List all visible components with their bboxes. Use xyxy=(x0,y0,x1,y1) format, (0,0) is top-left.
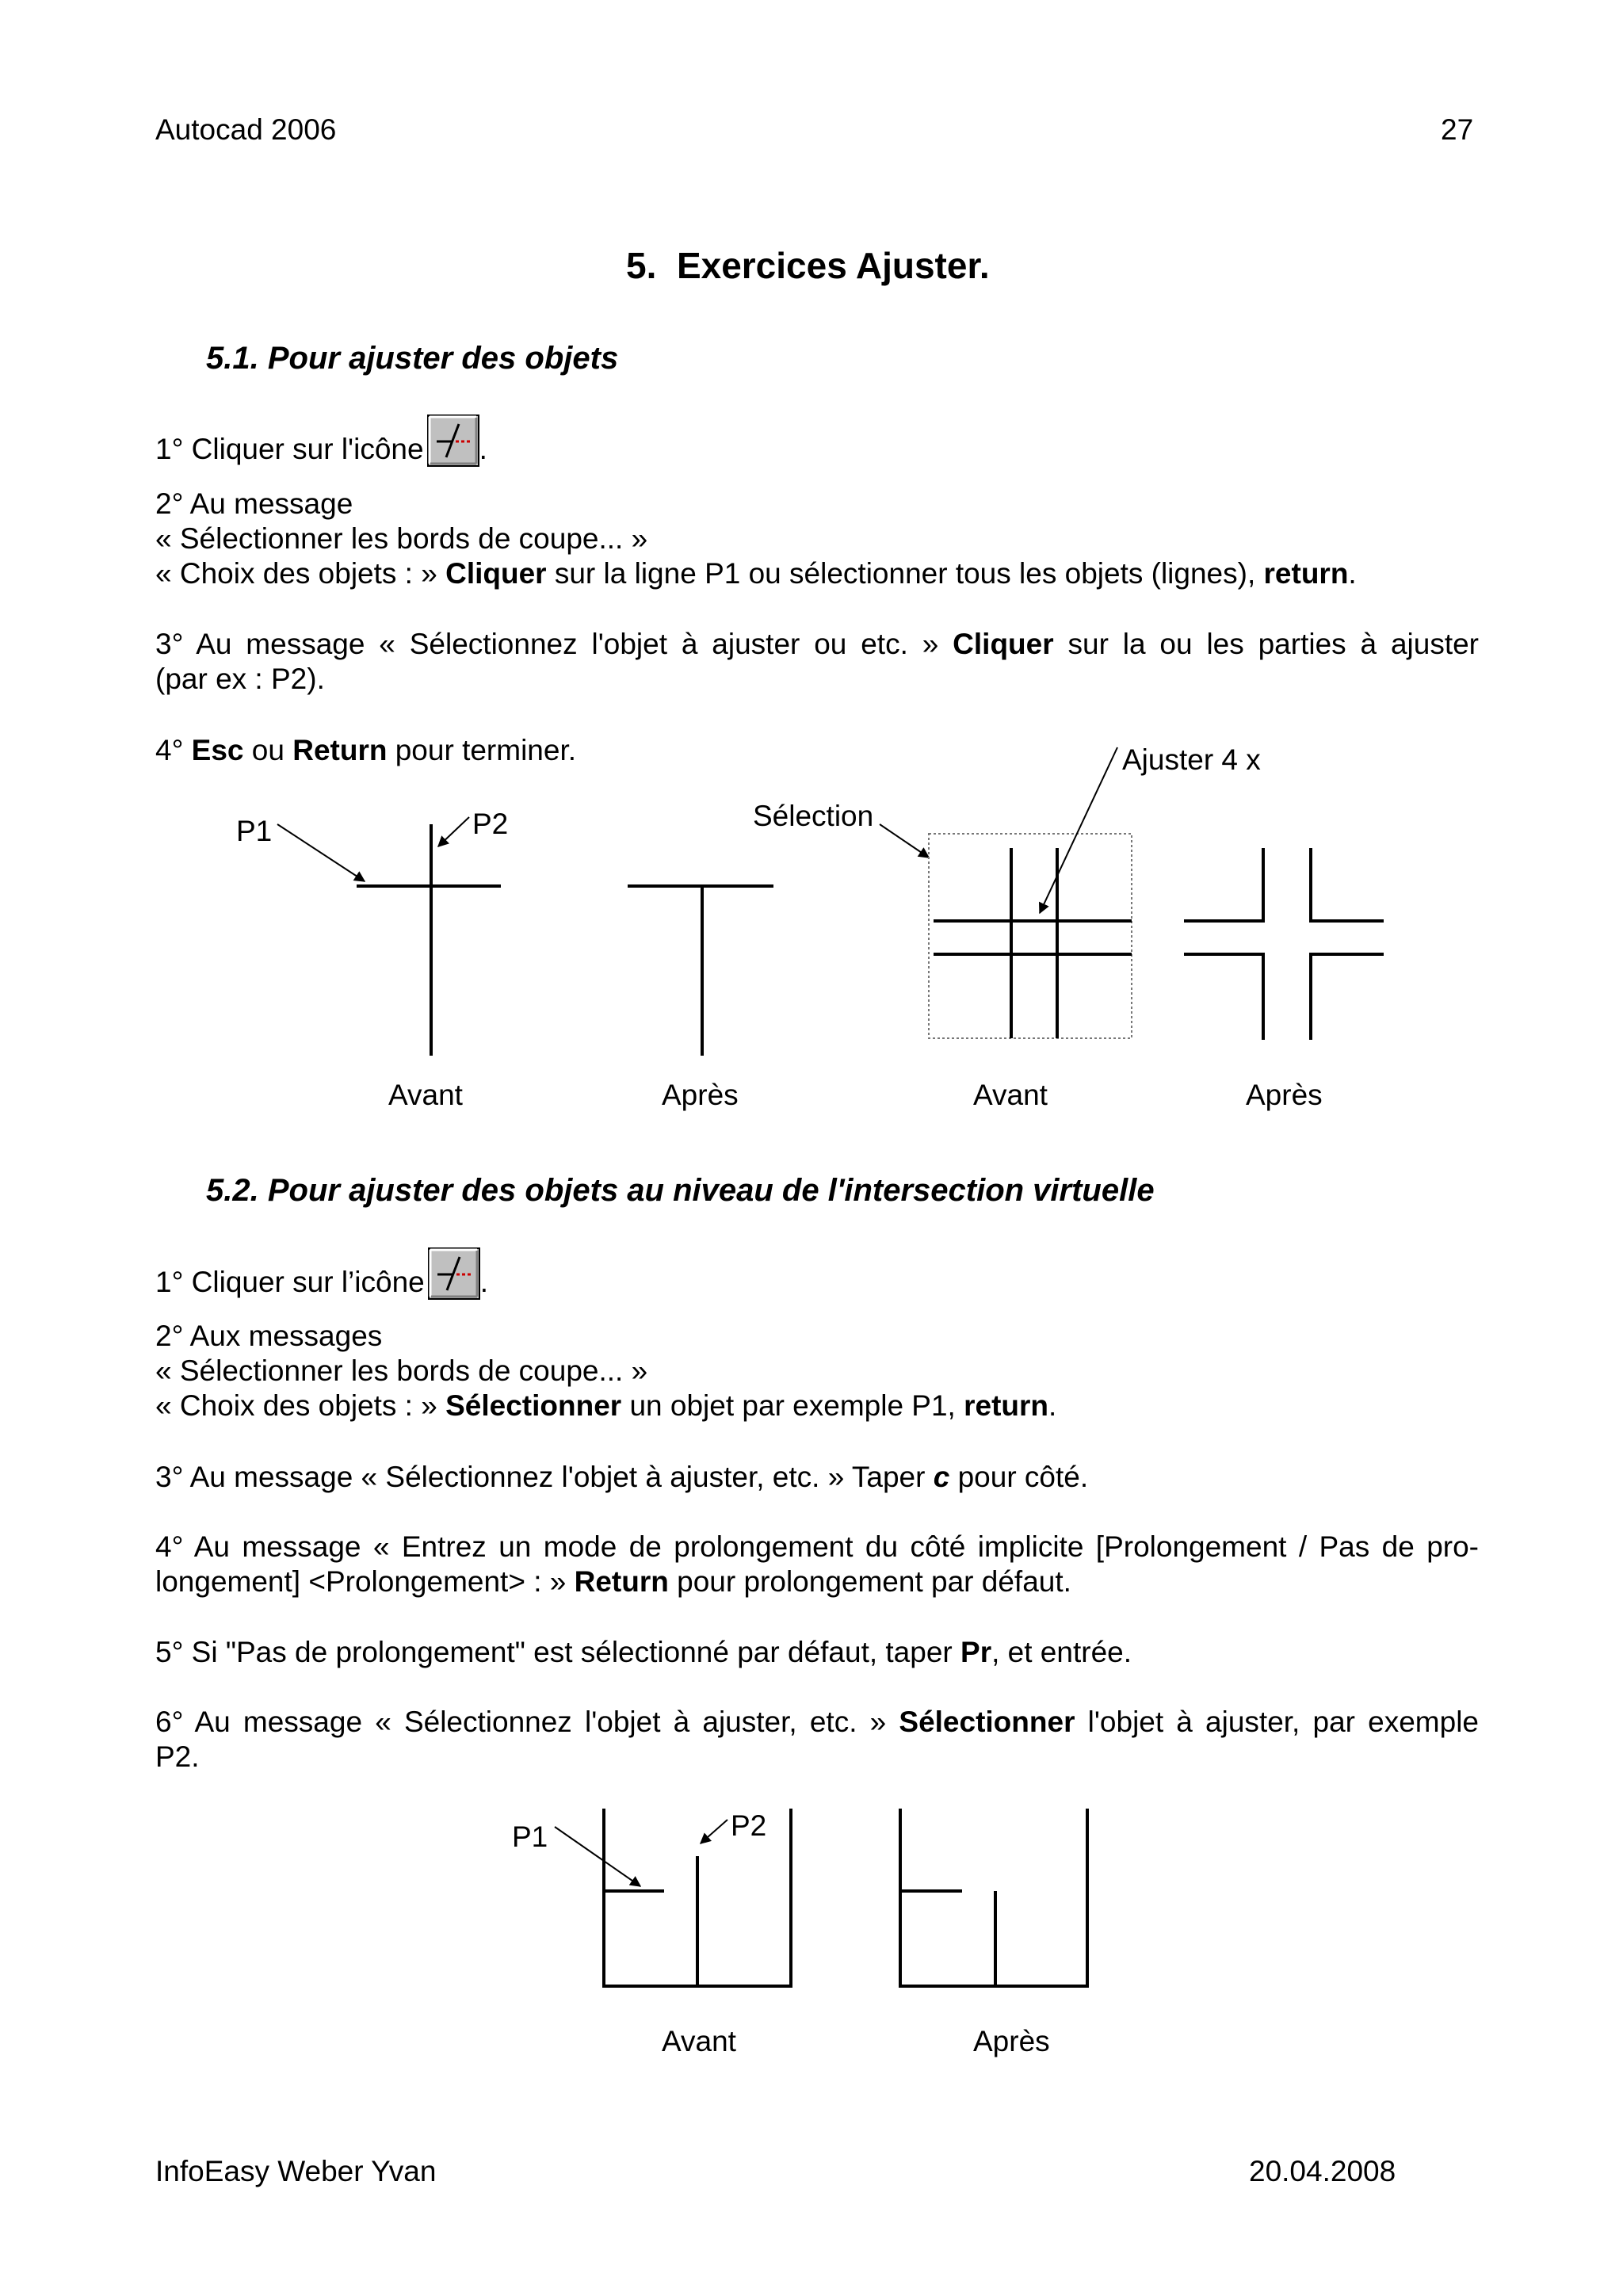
section-number: 5.2. xyxy=(206,1173,259,1208)
bold-run: Return xyxy=(292,734,388,766)
text-run: pour prolongement par défaut. xyxy=(668,1565,1071,1598)
bold-run: Pr xyxy=(960,1636,992,1668)
text-run: 6° Au message « Sélectionnez l'objet à ajuster, etc. » xyxy=(155,1706,899,1738)
s2-step2-line2: « Sélectionner les bords de coupe... » xyxy=(155,1354,648,1387)
text-run: , et entrée. xyxy=(991,1636,1132,1668)
arrow-p1 xyxy=(555,1827,640,1886)
s1-step1-after: . xyxy=(479,433,487,465)
label-p1: P1 xyxy=(512,1820,548,1853)
s1-step3-line2: (par ex : P2). xyxy=(155,663,325,695)
text-run: 5° Si "Pas de prolongement" est sélectionné par défaut, taper xyxy=(155,1636,961,1668)
text-run: « Choix des objets : » xyxy=(155,1389,446,1422)
s2-step6-line2: P2. xyxy=(155,1740,200,1773)
s2-step1-after: . xyxy=(479,1266,489,1298)
text-run: un objet par exemple P1, xyxy=(621,1389,964,1422)
s1-step2-line2: « Sélectionner les bords de coupe... » xyxy=(155,522,648,555)
label-p1: P1 xyxy=(236,815,273,847)
s1-step1-text: 1° Cliquer sur l'icône xyxy=(155,433,424,465)
text-run: l'objet à ajuster, par exemple xyxy=(1075,1706,1479,1738)
text-run: « Choix des objets : » xyxy=(155,557,446,590)
s2-step4-line1: 4° Au message « Entrez un mode de prolongement du côté implicite [Prolongement / Pas de pro- xyxy=(155,1530,1479,1563)
bold-run: Cliquer xyxy=(445,557,547,590)
bold-run: return xyxy=(1263,557,1349,590)
bold-run: Return xyxy=(574,1565,669,1598)
page-number: 27 xyxy=(1441,113,1474,146)
label-p2: P2 xyxy=(472,808,509,840)
section-title: Pour ajuster des objets au niveau de l'intersection virtuelle xyxy=(267,1173,1155,1208)
label-ajuster: Ajuster 4 x xyxy=(1122,743,1261,776)
section-title: Pour ajuster des objets xyxy=(267,341,619,376)
caption-avant-2: Avant xyxy=(973,1079,1048,1111)
text-run: 3° Au message « Sélectionnez l'objet à ajuster, etc. » Taper xyxy=(155,1461,934,1493)
text-run: longement] <Prolongement> : » xyxy=(155,1565,575,1598)
text-run: . xyxy=(1048,1389,1057,1422)
text-run: pour côté. xyxy=(949,1461,1089,1493)
arrow-p2 xyxy=(701,1820,727,1843)
bold-italic-run: c xyxy=(933,1461,950,1493)
header-left: Autocad 2006 xyxy=(155,113,337,146)
bold-run: Sélectionner xyxy=(899,1706,1075,1738)
label-p2: P2 xyxy=(731,1809,767,1842)
caption-apres: Après xyxy=(973,2025,1050,2057)
text-run: ou xyxy=(243,734,293,766)
bold-run: Cliquer xyxy=(953,628,1054,660)
footer-left: InfoEasy Weber Yvan xyxy=(155,2155,437,2187)
chapter-number: 5. xyxy=(626,245,657,286)
text-run: sur la ou les parties à ajuster xyxy=(1053,628,1480,660)
text-run: 3° Au message « Sélectionnez l'objet à ajuster ou etc. » xyxy=(155,628,953,660)
bold-run: return xyxy=(964,1389,1049,1422)
footer-date: 20.04.2008 xyxy=(1249,2155,1396,2187)
bold-run: Sélectionner xyxy=(445,1389,622,1422)
caption-avant: Avant xyxy=(388,1079,463,1111)
s2-step2-line1: 2° Aux messages xyxy=(155,1320,383,1352)
caption-avant: Avant xyxy=(662,2025,736,2057)
section-number: 5.1. xyxy=(206,341,259,376)
text-run: sur la ligne P1 ou sélectionner tous les objets (lignes), xyxy=(546,557,1264,590)
apres-u-shape xyxy=(900,1809,1087,1986)
bold-run: Esc xyxy=(191,734,244,766)
caption-apres-2: Après xyxy=(1246,1079,1323,1111)
text-run: 4° xyxy=(155,734,192,766)
label-selection: Sélection xyxy=(753,800,874,832)
caption-apres: Après xyxy=(662,1079,739,1111)
text-run: pour terminer. xyxy=(387,734,577,766)
s2-step1-text: 1° Cliquer sur l’icône xyxy=(155,1266,425,1298)
s1-step2-line1: 2° Au message xyxy=(155,487,353,520)
chapter-title-text: Exercices Ajuster. xyxy=(676,245,990,286)
text-run: . xyxy=(1348,557,1357,590)
